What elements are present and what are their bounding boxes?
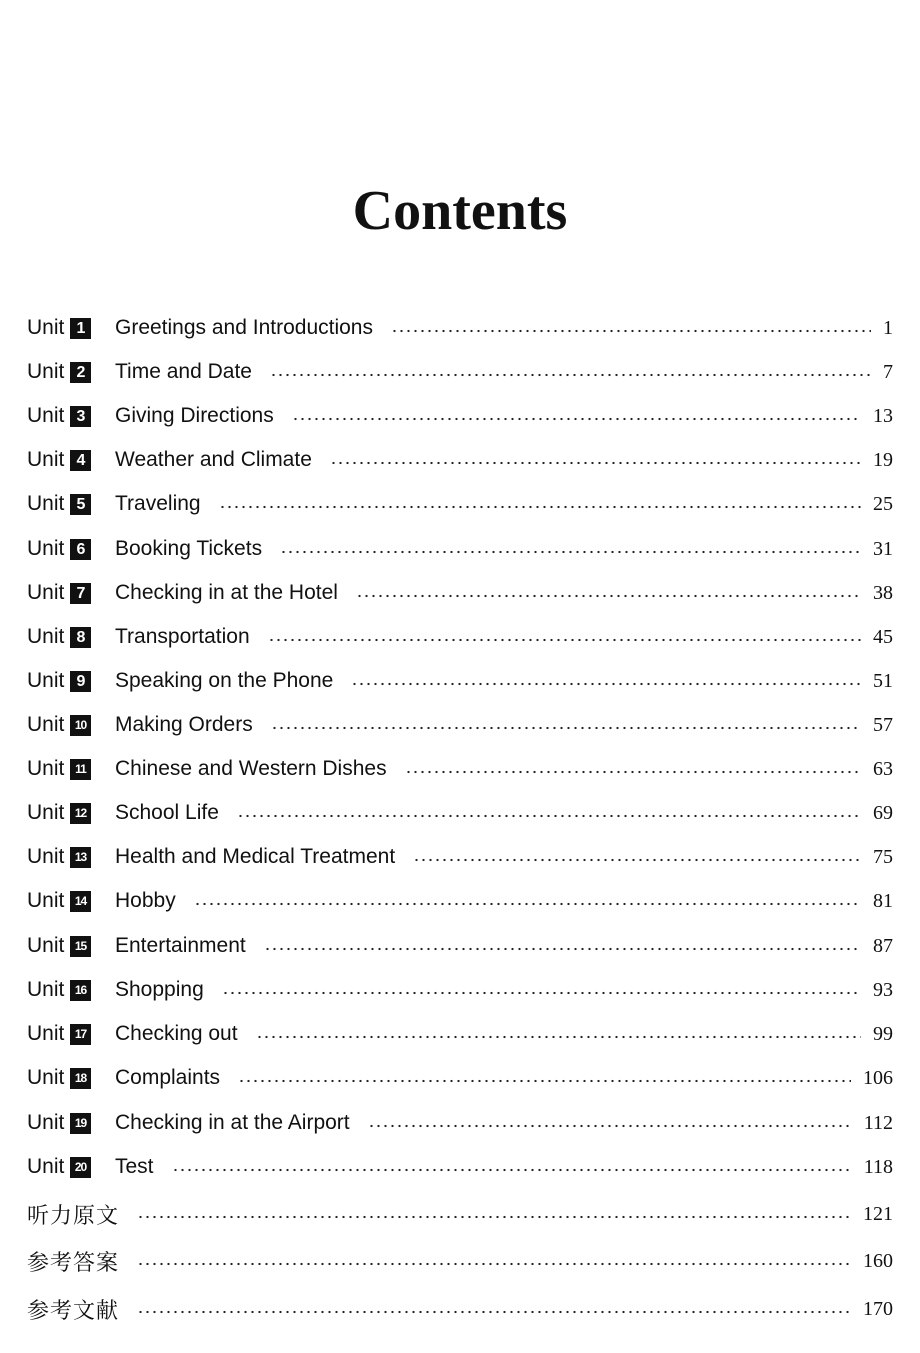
toc-entry-unit-2[interactable] bbox=[27, 357, 893, 387]
dot-leader bbox=[237, 814, 861, 818]
dot-leader bbox=[270, 373, 871, 377]
unit-title: Test bbox=[115, 1155, 154, 1178]
unit-label: Unit bbox=[27, 801, 65, 824]
page-number: 106 bbox=[863, 1066, 893, 1089]
page-number: 51 bbox=[873, 669, 893, 692]
unit-number-badge: 1 bbox=[70, 318, 91, 339]
unit-label: Unit bbox=[27, 537, 65, 560]
page-number: 112 bbox=[863, 1111, 893, 1134]
unit-number-badge: 18 bbox=[70, 1068, 91, 1089]
toc-entry-unit-1[interactable] bbox=[27, 313, 893, 343]
unit-number-badge: 9 bbox=[70, 671, 91, 692]
unit-title: Speaking on the Phone bbox=[115, 669, 334, 692]
unit-number-badge: 20 bbox=[70, 1157, 91, 1178]
unit-title: Complaints bbox=[115, 1066, 221, 1089]
unit-title: Booking Tickets bbox=[115, 537, 263, 560]
page-number: 81 bbox=[873, 889, 893, 912]
unit-number-badge: 10 bbox=[70, 715, 91, 736]
dot-leader bbox=[238, 1079, 851, 1083]
toc-entry-listening-scripts[interactable] bbox=[27, 1199, 893, 1229]
unit-number-badge: 17 bbox=[70, 1024, 91, 1045]
page-title: Contents bbox=[352, 180, 568, 242]
unit-label: Unit bbox=[27, 1022, 65, 1045]
dot-leader bbox=[280, 550, 861, 554]
unit-number-badge: 16 bbox=[70, 980, 91, 1001]
toc-entry-unit-17[interactable] bbox=[27, 1019, 893, 1049]
toc-entry-answer-key[interactable] bbox=[27, 1246, 893, 1276]
dot-leader bbox=[351, 682, 861, 686]
unit-label: Unit bbox=[27, 713, 65, 736]
toc-entry-references[interactable] bbox=[27, 1294, 893, 1324]
unit-number-badge: 14 bbox=[70, 891, 91, 912]
page-number: 160 bbox=[863, 1249, 893, 1272]
unit-label: Unit bbox=[27, 934, 65, 957]
unit-number-badge: 6 bbox=[70, 539, 91, 560]
unit-title: Giving Directions bbox=[115, 404, 274, 427]
appendix-title: 参考文献 bbox=[27, 1298, 120, 1324]
unit-number-badge: 19 bbox=[70, 1113, 91, 1134]
unit-number-badge: 8 bbox=[70, 627, 91, 648]
page-number: 25 bbox=[873, 492, 893, 515]
unit-label: Unit bbox=[27, 978, 65, 1001]
dot-leader bbox=[356, 594, 861, 598]
unit-label: Unit bbox=[27, 889, 65, 912]
toc-entry-unit-6[interactable] bbox=[27, 534, 893, 564]
unit-number-badge: 3 bbox=[70, 406, 91, 427]
dot-leader bbox=[368, 1124, 852, 1128]
dot-leader bbox=[137, 1310, 851, 1314]
unit-label: Unit bbox=[27, 1066, 65, 1089]
dot-leader bbox=[194, 902, 861, 906]
unit-title: Checking out bbox=[115, 1022, 238, 1045]
toc-entry-unit-7[interactable] bbox=[27, 578, 893, 608]
unit-label: Unit bbox=[27, 669, 65, 692]
dot-leader bbox=[413, 858, 861, 862]
dot-leader bbox=[264, 947, 861, 951]
dot-leader bbox=[405, 770, 861, 774]
page-number: 57 bbox=[873, 713, 893, 736]
toc-entry-unit-15[interactable] bbox=[27, 931, 893, 961]
page-number: 118 bbox=[863, 1155, 893, 1178]
dot-leader bbox=[391, 329, 871, 333]
unit-number-badge: 5 bbox=[70, 494, 91, 515]
toc-entry-unit-4[interactable] bbox=[27, 445, 893, 475]
unit-title: Health and Medical Treatment bbox=[115, 845, 396, 868]
unit-number-badge: 13 bbox=[70, 847, 91, 868]
dot-leader bbox=[292, 417, 861, 421]
dot-leader bbox=[219, 505, 861, 509]
toc-entry-unit-14[interactable] bbox=[27, 886, 893, 916]
unit-title: Chinese and Western Dishes bbox=[115, 757, 387, 780]
unit-label: Unit bbox=[27, 404, 65, 427]
unit-number-badge: 7 bbox=[70, 583, 91, 604]
unit-title: School Life bbox=[115, 801, 219, 824]
unit-title: Making Orders bbox=[115, 713, 253, 736]
page-number: 63 bbox=[873, 757, 893, 780]
unit-label: Unit bbox=[27, 757, 65, 780]
unit-title: Hobby bbox=[115, 889, 176, 912]
unit-label: Unit bbox=[27, 1111, 65, 1134]
dot-leader bbox=[137, 1215, 851, 1219]
page-number: 13 bbox=[873, 404, 893, 427]
appendix-title: 参考答案 bbox=[27, 1250, 120, 1276]
unit-number-badge: 2 bbox=[70, 362, 91, 383]
unit-label: Unit bbox=[27, 492, 65, 515]
toc-entry-unit-18[interactable] bbox=[27, 1063, 893, 1093]
toc-entry-unit-13[interactable] bbox=[27, 842, 893, 872]
page-number: 45 bbox=[873, 625, 893, 648]
dot-leader bbox=[330, 461, 861, 465]
page-number: 38 bbox=[873, 581, 893, 604]
unit-number-badge: 11 bbox=[70, 759, 91, 780]
page-number: 75 bbox=[873, 845, 893, 868]
unit-number-badge: 4 bbox=[70, 450, 91, 471]
dot-leader bbox=[222, 991, 861, 995]
toc-entry-unit-12[interactable] bbox=[27, 798, 893, 828]
unit-label: Unit bbox=[27, 625, 65, 648]
unit-title: Transportation bbox=[115, 625, 250, 648]
unit-title: Time and Date bbox=[115, 360, 252, 383]
unit-title: Checking in at the Hotel bbox=[115, 581, 338, 604]
unit-title: Traveling bbox=[115, 492, 201, 515]
page-number: 121 bbox=[863, 1202, 893, 1225]
page-number: 1 bbox=[883, 316, 893, 339]
dot-leader bbox=[268, 638, 861, 642]
unit-label: Unit bbox=[27, 845, 65, 868]
page-number: 7 bbox=[883, 360, 893, 383]
unit-number-badge: 15 bbox=[70, 936, 91, 957]
toc-entry-unit-16[interactable] bbox=[27, 975, 893, 1005]
toc-entry-unit-10[interactable] bbox=[27, 710, 893, 740]
unit-label: Unit bbox=[27, 360, 65, 383]
page-number: 19 bbox=[873, 448, 893, 471]
appendix-title: 听力原文 bbox=[27, 1203, 120, 1229]
page-number: 93 bbox=[873, 978, 893, 1001]
unit-title: Checking in at the Airport bbox=[115, 1111, 350, 1134]
unit-label: Unit bbox=[27, 581, 65, 604]
unit-label: Unit bbox=[27, 1155, 65, 1178]
unit-title: Shopping bbox=[115, 978, 204, 1001]
toc-entry-unit-19[interactable] bbox=[27, 1108, 893, 1138]
unit-label: Unit bbox=[27, 316, 65, 339]
page-number: 31 bbox=[873, 537, 893, 560]
page-number: 170 bbox=[863, 1297, 893, 1320]
unit-title: Greetings and Introductions bbox=[115, 316, 373, 339]
dot-leader bbox=[271, 726, 861, 730]
page-number: 99 bbox=[873, 1022, 893, 1045]
toc-entry-unit-8[interactable] bbox=[27, 622, 893, 652]
unit-title: Weather and Climate bbox=[115, 448, 312, 471]
toc-entry-unit-5[interactable] bbox=[27, 489, 893, 519]
page-number: 87 bbox=[873, 934, 893, 957]
toc-entry-unit-9[interactable] bbox=[27, 666, 893, 696]
unit-number-badge: 12 bbox=[70, 803, 91, 824]
toc-entry-unit-20[interactable] bbox=[27, 1152, 893, 1182]
dot-leader bbox=[137, 1262, 851, 1266]
toc-entry-unit-3[interactable] bbox=[27, 401, 893, 431]
unit-label: Unit bbox=[27, 448, 65, 471]
unit-title: Entertainment bbox=[115, 934, 246, 957]
dot-leader bbox=[172, 1168, 852, 1172]
page-number: 69 bbox=[873, 801, 893, 824]
toc-entry-unit-11[interactable] bbox=[27, 754, 893, 784]
dot-leader bbox=[256, 1035, 861, 1039]
